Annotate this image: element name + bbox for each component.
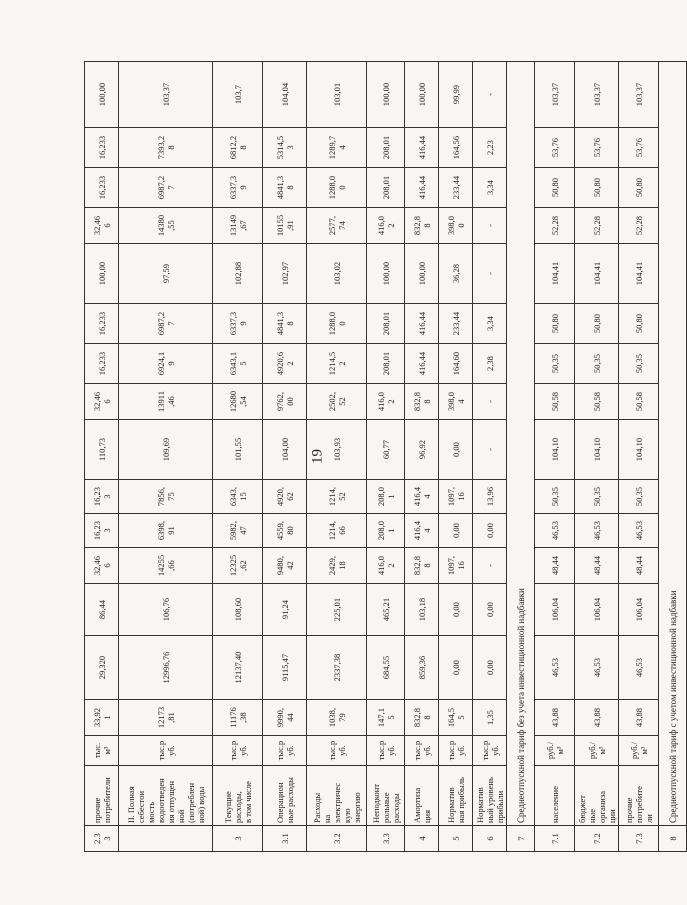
table-row: [85, 62, 119, 852]
value-cell: 12996,76: [119, 636, 213, 700]
value-cell: 104,10: [575, 420, 619, 480]
row-number-cell: 7.1: [535, 826, 575, 852]
value-cell: 50,58: [619, 384, 659, 420]
table-row: [507, 62, 535, 852]
value-cell: 1038, 79: [307, 700, 367, 736]
value-cell: 11176 ,38: [213, 700, 263, 736]
value-cell: 104,00: [263, 420, 307, 480]
row-number-cell: 2.3 3: [85, 826, 119, 852]
value-cell: 1288,0 0: [307, 304, 367, 344]
row-number-cell: 3.3: [367, 826, 405, 852]
value-cell: 4841,3 8: [263, 168, 307, 208]
value-cell: 684,55: [367, 636, 405, 700]
value-cell: 53,76: [619, 128, 659, 168]
value-cell: 6398, 91: [119, 514, 213, 548]
value-cell: 53,76: [575, 128, 619, 168]
value-cell: 103,02: [307, 244, 367, 304]
value-cell: 103,7: [213, 62, 263, 128]
section-title-cell: Среднеотпускной тариф без учета инвестиционной надбавки: [507, 62, 535, 826]
value-cell: 6343, 15: [213, 480, 263, 514]
value-cell: 1,35: [473, 700, 507, 736]
row-number-cell: 3.2: [307, 826, 367, 852]
row-number-cell: 5: [439, 826, 473, 852]
tariff-table: [84, 61, 687, 852]
value-cell: 233,44: [439, 168, 473, 208]
value-cell: -: [473, 62, 507, 128]
value-cell: 4559, 80: [263, 514, 307, 548]
value-cell: 50,58: [575, 384, 619, 420]
value-cell: 106,04: [535, 584, 575, 636]
value-cell: 12173 ,81: [119, 700, 213, 736]
table-row: [213, 62, 263, 852]
value-cell: 5314,5 3: [263, 128, 307, 168]
value-cell: 46,53: [619, 636, 659, 700]
value-cell: 16,233: [85, 168, 119, 208]
value-cell: 6337,3 9: [213, 304, 263, 344]
table-row: [405, 62, 439, 852]
value-cell: 13911 ,46: [119, 384, 213, 420]
row-name-cell: бюджет ные организа ции: [575, 766, 619, 826]
table-row: [439, 62, 473, 852]
value-cell: 398,0 0: [439, 208, 473, 244]
value-cell: 0,00: [439, 636, 473, 700]
value-cell: 7856, 75: [119, 480, 213, 514]
value-cell: 225,01: [307, 584, 367, 636]
value-cell: 14255 ,66: [119, 548, 213, 584]
value-cell: 416,4 4: [405, 480, 439, 514]
value-cell: 99,99: [439, 62, 473, 128]
value-cell: 46,53: [619, 514, 659, 548]
row-name-cell: прочие потребите ли: [619, 766, 659, 826]
value-cell: 104,41: [575, 244, 619, 304]
value-cell: 4841,3 8: [263, 304, 307, 344]
value-cell: 16,233: [85, 344, 119, 384]
table-row: [263, 62, 307, 852]
value-cell: 208,01: [367, 304, 405, 344]
table-body: [85, 62, 687, 852]
value-cell: -: [473, 208, 507, 244]
value-cell: 1097, 16: [439, 548, 473, 584]
value-cell: 147,1 5: [367, 700, 405, 736]
value-cell: 164,60: [439, 344, 473, 384]
value-cell: 43,88: [575, 700, 619, 736]
unit-cell: тыс.р уб.: [473, 736, 507, 766]
value-cell: 3,34: [473, 304, 507, 344]
value-cell: 16,23 3: [85, 480, 119, 514]
value-cell: 104,10: [535, 420, 575, 480]
value-cell: 416,44: [405, 168, 439, 208]
row-name-cell: Амортиза ция: [405, 766, 439, 826]
value-cell: 106,76: [119, 584, 213, 636]
table-row: [473, 62, 507, 852]
value-cell: 465,21: [367, 584, 405, 636]
value-cell: 50,35: [575, 344, 619, 384]
table-row: [659, 62, 687, 852]
value-cell: 32,46 6: [85, 548, 119, 584]
value-cell: 832,8 8: [405, 208, 439, 244]
table-row: [535, 62, 575, 852]
unit-cell: руб./ м³: [575, 736, 619, 766]
value-cell: 100,00: [405, 244, 439, 304]
value-cell: 2502, 52: [307, 384, 367, 420]
row-number-cell: 7.2: [575, 826, 619, 852]
value-cell: 100,00: [367, 62, 405, 128]
value-cell: 9990, 44: [263, 700, 307, 736]
value-cell: 43,88: [535, 700, 575, 736]
row-number-cell: 7: [507, 826, 535, 852]
row-number-cell: 6: [473, 826, 507, 852]
value-cell: 859,36: [405, 636, 439, 700]
value-cell: 50,35: [575, 480, 619, 514]
row-name-cell: Неподконт рольные расходы: [367, 766, 405, 826]
value-cell: 10155 ,91: [263, 208, 307, 244]
value-cell: 6924,1 9: [119, 344, 213, 384]
value-cell: 103,37: [619, 62, 659, 128]
value-cell: 233,44: [439, 304, 473, 344]
value-cell: -: [473, 548, 507, 584]
value-cell: 416,44: [405, 344, 439, 384]
value-cell: 0,00: [473, 636, 507, 700]
row-number-cell: 3: [213, 826, 263, 852]
unit-cell: тыс.р уб.: [263, 736, 307, 766]
value-cell: 48,44: [535, 548, 575, 584]
value-cell: 96,92: [405, 420, 439, 480]
value-cell: 33,92 1: [85, 700, 119, 736]
value-cell: 103,37: [535, 62, 575, 128]
value-cell: 16,233: [85, 304, 119, 344]
value-cell: 50,80: [535, 304, 575, 344]
value-cell: 6337,3 9: [213, 168, 263, 208]
value-cell: 43,88: [619, 700, 659, 736]
value-cell: 416,44: [405, 128, 439, 168]
value-cell: 103,37: [575, 62, 619, 128]
row-number-cell: 8: [659, 826, 687, 852]
value-cell: 416,44: [405, 304, 439, 344]
table-row: [575, 62, 619, 852]
value-cell: 102,88: [213, 244, 263, 304]
value-cell: 103,93: [307, 420, 367, 480]
value-cell: 103,18: [405, 584, 439, 636]
value-cell: 46,53: [535, 636, 575, 700]
row-number-cell: 7.3: [619, 826, 659, 852]
value-cell: 91,24: [263, 584, 307, 636]
value-cell: 1214,5 2: [307, 344, 367, 384]
value-cell: 14380 ,55: [119, 208, 213, 244]
value-cell: 48,44: [619, 548, 659, 584]
value-cell: 6812,2 8: [213, 128, 263, 168]
value-cell: 832,8 8: [405, 548, 439, 584]
value-cell: 416,4 4: [405, 514, 439, 548]
value-cell: 13149 ,67: [213, 208, 263, 244]
row-name-cell: Расходы на электричес кую энергию: [307, 766, 367, 826]
value-cell: 50,80: [619, 168, 659, 208]
value-cell: 2337,38: [307, 636, 367, 700]
unit-cell: тыс. м³: [85, 736, 119, 766]
value-cell: 208,01: [367, 344, 405, 384]
value-cell: 50,58: [535, 384, 575, 420]
value-cell: 0,00: [473, 514, 507, 548]
value-cell: 50,35: [619, 344, 659, 384]
row-name-cell: Текущие расходы, в том числе: [213, 766, 263, 826]
table-row: [307, 62, 367, 852]
value-cell: 97,59: [119, 244, 213, 304]
row-name-cell: прочие потребители: [85, 766, 119, 826]
value-cell: 3,34: [473, 168, 507, 208]
value-cell: 32,46 6: [85, 384, 119, 420]
row-name-cell: Операцион ные расходы: [263, 766, 307, 826]
value-cell: 0,00: [439, 584, 473, 636]
value-cell: 50,35: [535, 480, 575, 514]
value-cell: 36,28: [439, 244, 473, 304]
row-number-cell: 3.1: [263, 826, 307, 852]
value-cell: 104,10: [619, 420, 659, 480]
table-row: [119, 62, 213, 852]
value-cell: 832,8 8: [405, 384, 439, 420]
table-row: [619, 62, 659, 852]
value-cell: 52,28: [535, 208, 575, 244]
unit-cell: тыс.р уб.: [119, 736, 213, 766]
value-cell: 52,28: [575, 208, 619, 244]
value-cell: 86,44: [85, 584, 119, 636]
value-cell: 102,97: [263, 244, 307, 304]
value-cell: 0,00: [439, 514, 473, 548]
value-cell: 164,56: [439, 128, 473, 168]
value-cell: 7393,2 8: [119, 128, 213, 168]
value-cell: 13,96: [473, 480, 507, 514]
value-cell: 46,53: [575, 514, 619, 548]
value-cell: 110,73: [85, 420, 119, 480]
unit-cell: тыс.р уб.: [307, 736, 367, 766]
value-cell: 2,38: [473, 344, 507, 384]
value-cell: 100,00: [405, 62, 439, 128]
value-cell: 0,00: [473, 584, 507, 636]
value-cell: 2,23: [473, 128, 507, 168]
value-cell: 5982, 47: [213, 514, 263, 548]
value-cell: 109,69: [119, 420, 213, 480]
value-cell: 12137,40: [213, 636, 263, 700]
value-cell: 16,233: [85, 128, 119, 168]
unit-cell: тыс.р уб.: [439, 736, 473, 766]
value-cell: 416,0 2: [367, 548, 405, 584]
value-cell: 103,01: [307, 62, 367, 128]
value-cell: 16,23 3: [85, 514, 119, 548]
value-cell: 50,80: [619, 304, 659, 344]
value-cell: 9480, 42: [263, 548, 307, 584]
value-cell: 208,0 1: [367, 480, 405, 514]
value-cell: 52,28: [619, 208, 659, 244]
value-cell: 208,0 1: [367, 514, 405, 548]
value-cell: 208,01: [367, 128, 405, 168]
row-number-cell: [119, 826, 213, 852]
value-cell: 100,00: [85, 62, 119, 128]
value-cell: 12325 ,62: [213, 548, 263, 584]
value-cell: 100,00: [367, 244, 405, 304]
value-cell: 104,41: [535, 244, 575, 304]
value-cell: 100,00: [85, 244, 119, 304]
value-cell: 50,80: [575, 168, 619, 208]
value-cell: -: [473, 244, 507, 304]
row-name-cell: Норматив ный уровень прибыли: [473, 766, 507, 826]
unit-cell: руб./ м³: [619, 736, 659, 766]
value-cell: 6987,2 7: [119, 168, 213, 208]
value-cell: 416,0 2: [367, 384, 405, 420]
value-cell: 53,76: [535, 128, 575, 168]
unit-cell: тыс.р уб.: [405, 736, 439, 766]
value-cell: -: [473, 384, 507, 420]
value-cell: 46,53: [535, 514, 575, 548]
value-cell: 106,04: [575, 584, 619, 636]
value-cell: 50,35: [535, 344, 575, 384]
value-cell: 48,44: [575, 548, 619, 584]
value-cell: 1288,0 0: [307, 168, 367, 208]
value-cell: 6343,1 5: [213, 344, 263, 384]
value-cell: 9115,47: [263, 636, 307, 700]
value-cell: 6987,2 7: [119, 304, 213, 344]
row-name-cell: население: [535, 766, 575, 826]
section-title-cell: Среднеотпускной тариф с учетом инвестиционной надбавки: [659, 62, 687, 826]
value-cell: 108,60: [213, 584, 263, 636]
value-cell: 1289,7 4: [307, 128, 367, 168]
row-number-cell: 4: [405, 826, 439, 852]
value-cell: 398,0 4: [439, 384, 473, 420]
value-cell: 32,46 6: [85, 208, 119, 244]
value-cell: 2429, 18: [307, 548, 367, 584]
value-cell: 50,35: [619, 480, 659, 514]
value-cell: 1214, 66: [307, 514, 367, 548]
row-name-cell: Норматив ная прибыль: [439, 766, 473, 826]
value-cell: 50,80: [535, 168, 575, 208]
value-cell: 832,8 8: [405, 700, 439, 736]
value-cell: 1097, 16: [439, 480, 473, 514]
value-cell: 208,01: [367, 168, 405, 208]
value-cell: 164,5 5: [439, 700, 473, 736]
value-cell: 4920,6 2: [263, 344, 307, 384]
value-cell: 416,0 2: [367, 208, 405, 244]
value-cell: 12680 ,54: [213, 384, 263, 420]
value-cell: 4920, 62: [263, 480, 307, 514]
value-cell: 1214, 52: [307, 480, 367, 514]
value-cell: 29,320: [85, 636, 119, 700]
value-cell: 106,04: [619, 584, 659, 636]
value-cell: 60,77: [367, 420, 405, 480]
unit-cell: тыс.р уб.: [213, 736, 263, 766]
table-row: [367, 62, 405, 852]
row-name-cell: II. Полная себестои мость водоотведен ия отпущен ной (потреблен ной) воды: [119, 766, 213, 826]
unit-cell: руб./ м³: [535, 736, 575, 766]
rotated-table-block: [84, 62, 678, 852]
value-cell: 104,04: [263, 62, 307, 128]
value-cell: 50,80: [575, 304, 619, 344]
value-cell: 103,37: [119, 62, 213, 128]
value-cell: -: [473, 420, 507, 480]
value-cell: 0,00: [439, 420, 473, 480]
value-cell: 104,41: [619, 244, 659, 304]
page-number: 19: [309, 449, 326, 464]
value-cell: 2577, 74: [307, 208, 367, 244]
value-cell: 46,53: [575, 636, 619, 700]
value-cell: 9762, 00: [263, 384, 307, 420]
unit-cell: тыс.р уб.: [367, 736, 405, 766]
value-cell: 101,55: [213, 420, 263, 480]
